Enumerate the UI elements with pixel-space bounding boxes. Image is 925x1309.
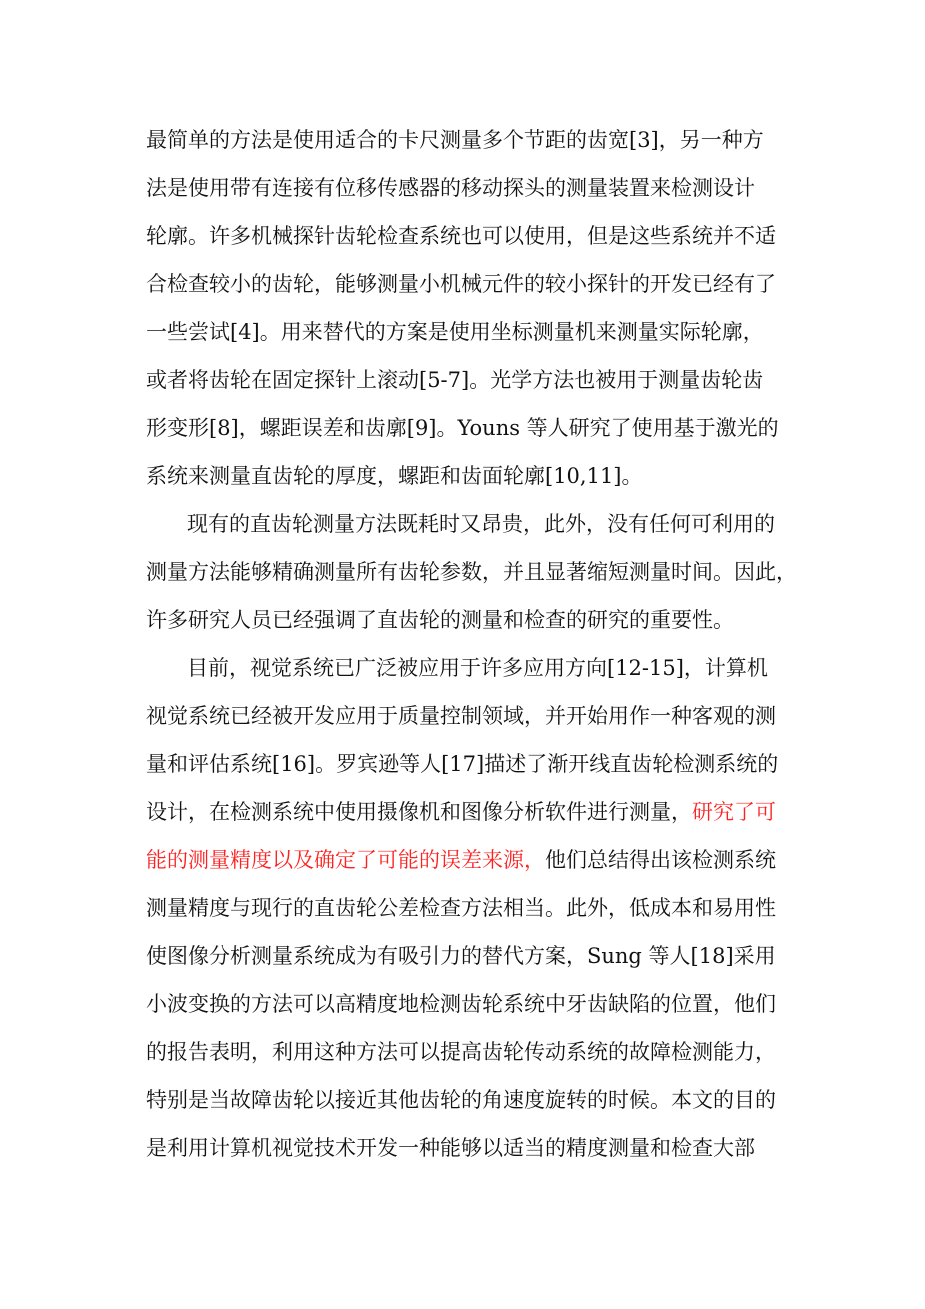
text-normal: 设计，在检测系统中使用摄像机和图像分析软件进行测量，: [146, 800, 692, 824]
text-line: 量和评估系统[16]。罗宾逊等人[17]描述了渐开线直齿轮检测系统的: [146, 752, 779, 776]
text-line: 视觉系统已经被开发应用于质量控制领域，并开始用作一种客观的测: [146, 704, 776, 728]
text-line: 或者将齿轮在固定探针上滚动[5-7]。光学方法也被用于测量齿轮齿: [146, 368, 764, 392]
text-line: 测量方法能够精确测量所有齿轮参数，并且显著缩短测量时间。因此，: [146, 560, 797, 584]
text-highlight: 研究了可: [692, 800, 776, 824]
text-line: 法是使用带有连接有位移传感器的移动探头的测量装置来检测设计: [146, 176, 755, 200]
text-line-highlighted: [146, 840, 776, 880]
text-line: 最简单的方法是使用适合的卡尺测量多个节距的齿宽[3]，另一种方: [146, 128, 764, 152]
text-line: 合检查较小的齿轮，能够测量小机械元件的较小探针的开发已经有了: [146, 272, 776, 296]
text-line: 一些尝试[4]。用来替代的方案是使用坐标测量机来测量实际轮廓，: [146, 320, 764, 344]
text-line: 小波变换的方法可以高精度地检测齿轮系统中牙齿缺陷的位置，他们: [146, 992, 776, 1016]
text-highlight: 能的测量精度以及确定了可能的误差来源，: [146, 848, 545, 872]
text-line: 现有的直齿轮测量方法既耗时又昂贵，此外，没有任何可利用的: [187, 512, 775, 536]
text-line: 测量精度与现行的直齿轮公差检查方法相当。此外，低成本和易用性: [146, 896, 776, 920]
text-line: 使图像分析测量系统成为有吸引力的替代方案，Sung 等人[18]采用: [146, 944, 776, 968]
text-line-highlighted: [146, 792, 776, 832]
text-line: 形变形[8]，螺距误差和齿廓[9]。Youns 等人研究了使用基于激光的: [146, 416, 779, 440]
text-line: 是利用计算机视觉技术开发一种能够以适当的精度测量和检查大部: [146, 1136, 755, 1160]
text-line: 特别是当故障齿轮以接近其他齿轮的角速度旋转的时候。本文的目的: [146, 1088, 776, 1112]
text-line: 的报告表明，利用这种方法可以提高齿轮传动系统的故障检测能力，: [146, 1040, 776, 1064]
text-line: 轮廓。许多机械探针齿轮检查系统也可以使用，但是这些系统并不适: [146, 224, 776, 248]
text-normal: 他们总结得出该检测系统: [545, 848, 776, 872]
text-line: 许多研究人员已经强调了直齿轮的测量和检查的研究的重要性。: [146, 608, 734, 632]
text-line: 目前，视觉系统已广泛被应用于许多应用方向[12-15]，计算机: [187, 656, 768, 680]
text-line: 系统来测量直齿轮的厚度，螺距和齿面轮廓[10,11]。: [146, 464, 643, 488]
